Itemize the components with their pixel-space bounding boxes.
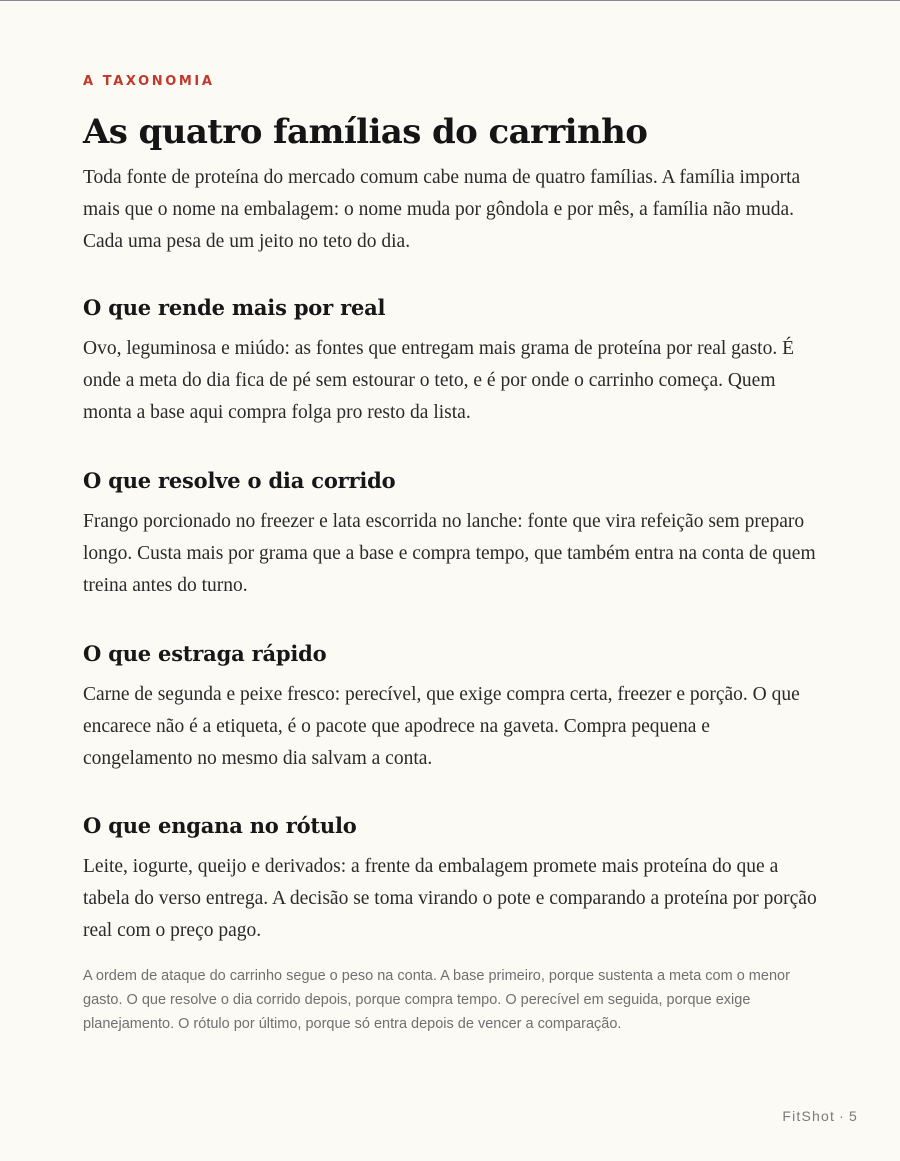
section-paragraph: Frango porcionado no freezer e lata escorrida no lanche: fonte que vira refeição sem preparo longo. Custa mais por grama que a base e compra tempo, que também entra na conta de quem treina antes do turno. (83, 511, 816, 596)
section-paragraph: Ovo, leguminosa e miúdo: as fontes que entregam mais grama de proteína por real gasto. É onde a meta do dia fica de pé sem estourar o teto, e é por onde o carrinho começa. Quem monta a base aqui compra folga pro resto da lista. (83, 338, 794, 423)
top-rule (0, 0, 900, 1)
section-heading: O que estraga rápido (83, 641, 327, 666)
footer-brand: FitShot (782, 1108, 836, 1124)
intro-paragraph: Toda fonte de proteína do mercado comum cabe numa de quatro famílias. A família importa mais que o nome na embalagem: o nome muda por gôndola e por mês, a família não muda. Cada uma pesa de um jeito no teto do dia. (83, 167, 801, 252)
page-footer (782, 1108, 858, 1124)
section-heading: O que engana no rótulo (83, 813, 357, 838)
page-number: 5 (849, 1108, 858, 1124)
section-heading: O que resolve o dia corrido (83, 468, 396, 493)
section-kicker: A TAXONOMIA (83, 74, 215, 89)
section-heading: O que rende mais por real (83, 295, 386, 320)
footer-separator: · (839, 1108, 845, 1124)
page-title: As quatro famílias do carrinho (83, 112, 648, 152)
footnote: A ordem de ataque do carrinho segue o peso na conta. A base primeiro, porque sustenta a meta com o menor gasto. O que resolve o dia corrido depois, porque compra tempo. O perecível em seguida, porque exige planejamento. O rótulo por último, porque só entra depois de vencer a comparação. (83, 968, 790, 1032)
section-paragraph: Leite, iogurte, queijo e derivados: a frente da embalagem promete mais proteína do que a tabela do verso entrega. A decisão se toma virando o pote e comparando a proteína por porção real com o preço pago. (83, 856, 817, 941)
section-paragraph: Carne de segunda e peixe fresco: perecível, que exige compra certa, freezer e porção. O que encarece não é a etiqueta, é o pacote que apodrece na gaveta. Compra pequena e congelamento no mesmo dia salvam a conta. (83, 684, 800, 769)
